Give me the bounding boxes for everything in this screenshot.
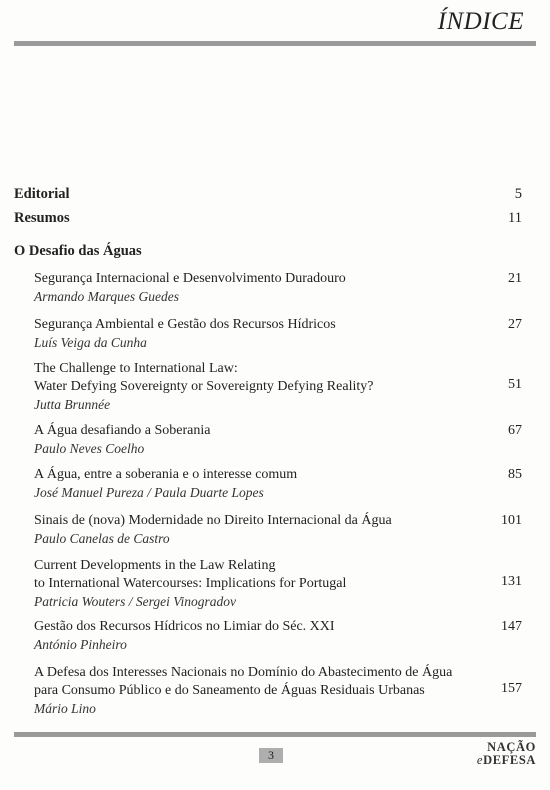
logo-line-2-prefix: e — [476, 753, 484, 767]
entry-page: 51 — [508, 377, 522, 392]
section-page: 5 — [514, 186, 522, 202]
entry-title: A Água, entre a soberania e o interesse comum — [34, 467, 298, 482]
toc-entry[interactable] — [34, 466, 522, 502]
logo-line-2 — [477, 754, 536, 767]
entry-title: Sinais de (nova) Modernidade no Direito Internacional da Água — [34, 513, 392, 528]
toc-entry[interactable] — [34, 270, 522, 306]
bottom-rule — [14, 732, 536, 737]
section-page: 11 — [508, 210, 522, 226]
entry-title: A Água desafiando a Soberania — [34, 423, 211, 438]
entry-title: Segurança Ambiental e Gestão dos Recursos Hídricos — [34, 317, 336, 332]
toc-section-resumos[interactable] — [14, 210, 522, 227]
nacao-e-defesa-logo — [477, 741, 536, 767]
page-number-badge: 3 — [259, 748, 283, 763]
toc-entry[interactable] — [34, 618, 522, 654]
entry-page: 27 — [508, 317, 522, 332]
toc-section-editorial[interactable] — [14, 186, 522, 203]
entry-author: Luís Veiga da Cunha — [34, 335, 147, 350]
entry-page: 131 — [501, 574, 522, 589]
entry-page: 85 — [508, 467, 522, 482]
entry-author: Paulo Neves Coelho — [34, 441, 145, 456]
entry-author: António Pinheiro — [34, 637, 127, 652]
entry-title-continued: para Consumo Público e do Saneamento de Águas Residuais Urbanas — [34, 683, 425, 698]
toc-section-o-desafio-das-aguas[interactable] — [14, 243, 522, 260]
top-rule — [14, 41, 536, 46]
entry-author: José Manuel Pureza / Paula Duarte Lopes — [34, 485, 264, 500]
entry-page: 21 — [508, 271, 522, 286]
toc-entry[interactable] — [34, 664, 522, 718]
section-title: O Desafio das Águas — [14, 243, 142, 259]
entry-title-continued: to International Watercourses: Implications for Portugal — [34, 576, 347, 591]
entry-title: The Challenge to International Law: — [34, 361, 238, 376]
entry-author: Armando Marques Guedes — [34, 289, 179, 304]
entry-author: Patricia Wouters / Sergei Vinogradov — [34, 594, 236, 609]
entry-page: 101 — [501, 513, 522, 528]
logo-line-1: NAÇÃO — [487, 740, 536, 754]
toc-entry[interactable] — [34, 316, 522, 352]
entry-title: Current Developments in the Law Relating — [34, 558, 276, 573]
entry-title: A Defesa dos Interesses Nacionais no Domínio do Abastecimento de Água — [34, 665, 453, 680]
toc-entry[interactable] — [34, 557, 522, 611]
toc-entry[interactable] — [34, 422, 522, 458]
section-title: Resumos — [14, 210, 70, 226]
logo-line-2-text: DEFESA — [483, 753, 536, 767]
entry-page: 67 — [508, 423, 522, 438]
section-title: Editorial — [14, 186, 70, 202]
entry-title-continued: Water Defying Sovereignty or Sovereignty Defying Reality? — [34, 379, 374, 394]
entry-page: 147 — [501, 619, 522, 634]
entry-title: Gestão dos Recursos Hídricos no Limiar do Séc. XXI — [34, 619, 335, 634]
entry-author: Jutta Brunnée — [34, 397, 111, 412]
toc-entry[interactable] — [34, 512, 522, 548]
toc-entry[interactable] — [34, 360, 522, 414]
page-title: ÍNDICE — [437, 8, 524, 35]
entry-page: 157 — [501, 681, 522, 696]
entry-author: Paulo Canelas de Castro — [34, 531, 170, 546]
entry-title: Segurança Internacional e Desenvolvimento Duradouro — [34, 271, 346, 286]
entry-author: Mário Lino — [34, 701, 96, 716]
